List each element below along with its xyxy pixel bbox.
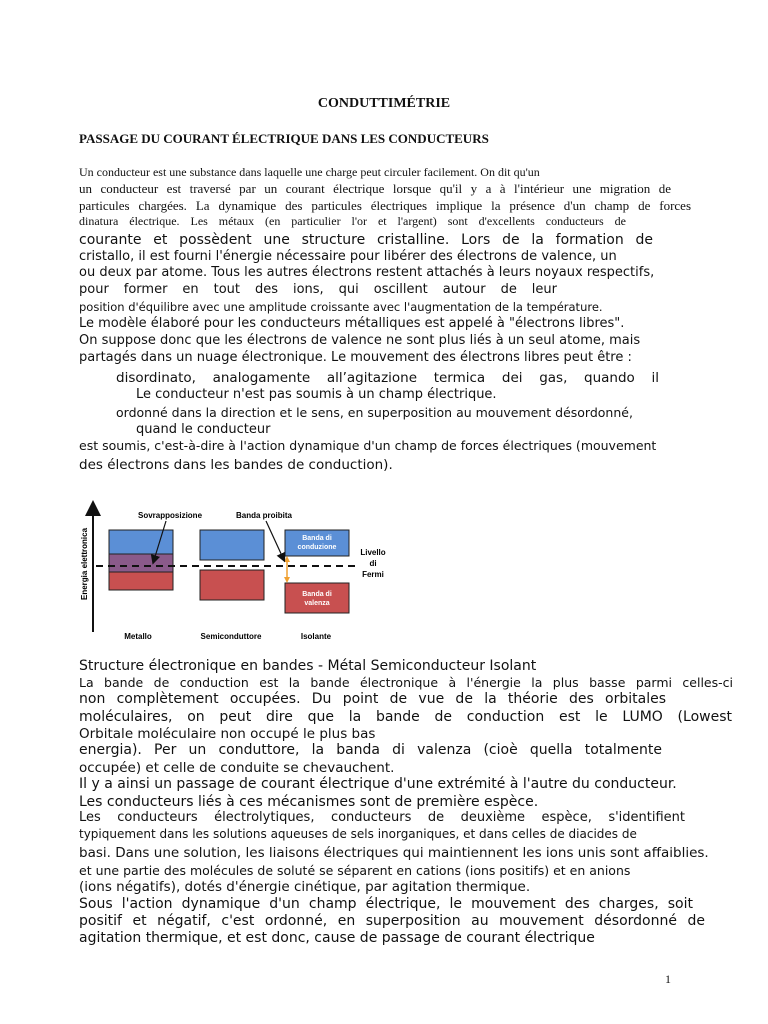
text-line: particules chargées. La dynamique des particules électriques implique la présence d'un champ de forces [79,198,691,213]
label-conduction: Banda di conduzione [297,535,337,551]
section-heading: PASSAGE DU COURANT ÉLECTRIQUE DANS LES CONDUCTEURS [79,131,489,146]
y-axis-label: Energia elettronica [80,527,89,600]
list-item: disordinato, analogamente all’agitazione termica dei gas, quando il [116,370,659,386]
label-metal: Metallo [124,632,152,641]
text-line: typiquement dans les solutions aqueuses de sels inorganiques, et dans celles de diacides de [79,827,637,841]
text-line: dinatura électrique. Les métaux (en particulier l'or et l'argent) sont d'excellents conducteurs de [79,214,626,228]
label-semiconductor: Semiconduttore [200,632,262,641]
semiconductor-valence-band [200,570,264,600]
text-line: On suppose donc que les électrons de valence ne sont plus liés à un seul atome, mais [79,333,641,348]
label-fermi: Livello di Fermi [360,548,386,579]
text-line: positif et négatif, c'est ordonné, en superposition au mouvement désordonné de [79,913,705,929]
text-line: Un conducteur est une substance dans laquelle une charge peut circuler facilement. On dit qu'un [79,165,540,179]
text-line: partagés dans un nuage électronique. Le mouvement des électrons libres peut être : [79,350,632,365]
text-line: Le modèle élaboré pour les conducteurs métalliques est appelé à "électrons libres". [79,316,625,331]
figure-caption: Structure électronique en bandes - Métal Semiconducteur Isolant [79,658,537,674]
semiconductor-conduction-band [200,530,264,560]
text-line: position d'équilibre avec une amplitude croissante avec l'augmentation de la température. [79,300,603,314]
list-item: quand le conducteur [136,422,271,437]
text-line: agitation thermique, et est donc, cause de passage de courant électrique [79,930,595,946]
text-line: est soumis, c'est-à-dire à l'action dynamique d'un champ de forces électriques (mouvement [79,438,657,453]
text-line: Orbitale moléculaire non occupé le plus bas [79,726,376,742]
text-line: Sous l'action dynamique d'un champ électrique, le mouvement des charges, soit [79,896,693,912]
text-line: occupée) et celle de conduite se chevauchent. [79,760,395,776]
text-line: cristallo, il est fourni l'énergie nécessaire pour libérer des électrons de valence, un [79,249,617,264]
page-title: CONDUTTIMÉTRIE [317,96,451,111]
label-gap: Banda proibita [236,511,293,520]
text-line: ou deux par atome. Tous les autres électrons restent attachés à leurs noyaux respectifs, [79,265,655,280]
list-item: Le conducteur n'est pas soumis à un champ électrique. [136,387,497,402]
label-insulator: Isolante [300,632,332,641]
text-line: un conducteur est traversé par un courant électrique lorsque qu'il y a à l'intérieur une migration de [79,181,671,196]
text-line: pour former en tout des ions, qui oscillent autour de leur [79,282,557,297]
text-line: des électrons dans les bandes de conduction). [79,457,393,473]
text-line: Les conducteurs liés à ces mécanismes sont de première espèce. [79,794,539,810]
label-overlap: Sovrapposizione [138,511,203,520]
text-line: La bande de conduction est la bande électronique à l'énergie la plus basse parmi celles-ci [79,675,733,690]
band-structure-figure [76,500,396,645]
list-item: ordonné dans la direction et le sens, en superposition au mouvement désordonné, [116,405,633,420]
text-line: Les conducteurs électrolytiques, conducteurs de deuxième espèce, s'identifient [79,810,685,825]
insulator-conduction-band [285,530,349,556]
text-line: moléculaires, on peut dire que la bande de conduction est le LUMO (Lowest [79,709,732,725]
text-line: et une partie des molécules de soluté se séparent en cations (ions positifs) et en anions [79,863,631,878]
label-valence: Banda di valenza [302,591,332,607]
text-line: energia). Per un conduttore, la banda di valenza (cioè quella totalmente [79,742,662,758]
text-line: basi. Dans une solution, les liaisons électriques qui maintiennent les ions unis sont affaiblies. [79,845,709,861]
page-number: 1 [665,972,671,986]
text-line: courante et possèdent une structure cristalline. Lors de la formation de [79,232,653,248]
text-line: non complètement occupées. Du point de vue de la théorie des orbitales [79,691,666,707]
metal-overlap-region [109,554,173,572]
insulator-valence-band [285,583,349,613]
text-line: (ions négatifs), dotés d'énergie cinétique, par agitation thermique. [79,879,531,895]
text-line: Il y a ainsi un passage de courant électrique d'une extrémité à l'autre du conducteur. [79,776,677,792]
